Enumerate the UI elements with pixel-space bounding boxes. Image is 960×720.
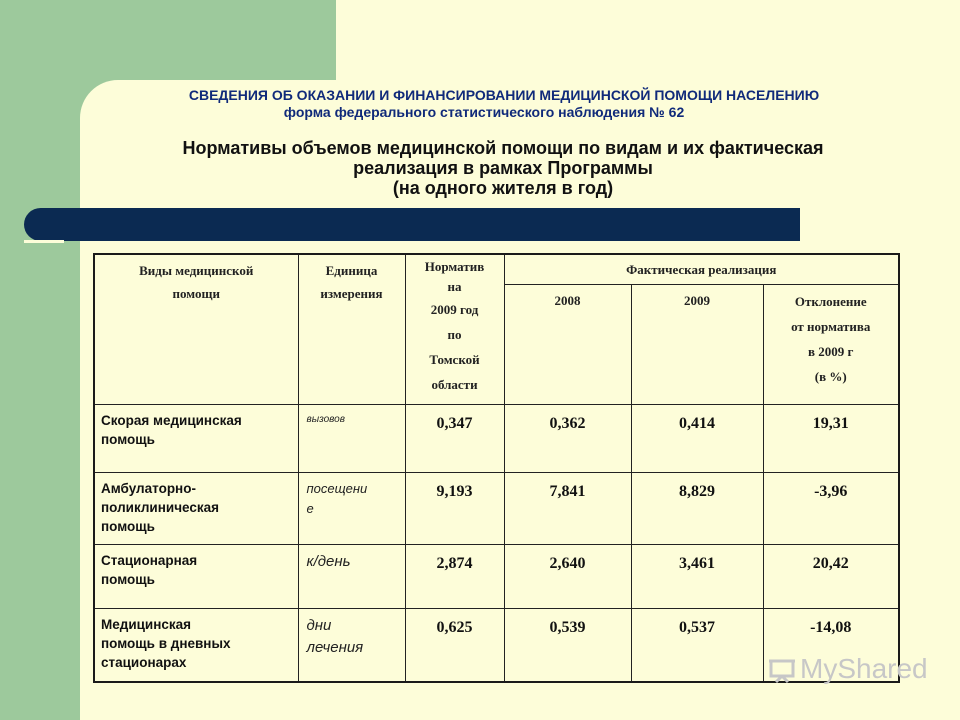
row-2009: 0,414 [631, 404, 763, 472]
watermark-logo: MyShared [800, 653, 928, 684]
header-2008: 2008 [504, 284, 631, 404]
header-fact: Фактическая реализация [504, 254, 899, 284]
row-2008: 2,640 [504, 544, 631, 608]
row-2008: 7,841 [504, 472, 631, 544]
presentation-icon [768, 657, 796, 683]
header-kind: Виды медицинской помощи [94, 254, 298, 404]
row-unit: дни лечения [298, 608, 405, 682]
table-row [94, 404, 899, 472]
title-line-1: Нормативы объемов медицинской помощи по видам и их фактическая [182, 138, 824, 158]
navy-divider-bar [24, 208, 800, 241]
header-deviation: Отклонение от норматива в 2009 г (в %) [763, 284, 899, 404]
data-table [93, 253, 900, 683]
row-kind: Скорая медицинская помощь [94, 404, 298, 472]
row-deviation: 19,31 [763, 404, 899, 472]
header-unit: Единица измерения [298, 254, 405, 404]
header-2009: 2009 [631, 284, 763, 404]
row-norm: 0,625 [405, 608, 504, 682]
row-kind: Медицинская помощь в дневных стационарах [94, 608, 298, 682]
row-2009: 0,537 [631, 608, 763, 682]
header-line-1: СВЕДЕНИЯ ОБ ОКАЗАНИИ И ФИНАНСИРОВАНИИ МЕДИЦИНСКОЙ ПОМОЩИ НАСЕЛЕНИЮ [188, 87, 820, 103]
row-unit: вызовов [298, 404, 405, 472]
header-norm: Норматив на 2009 год по Томской области [405, 254, 504, 404]
row-norm: 9,193 [405, 472, 504, 544]
row-norm: 0,347 [405, 404, 504, 472]
page-title [120, 138, 886, 198]
row-deviation: -3,96 [763, 472, 899, 544]
row-deviation: 20,42 [763, 544, 899, 608]
row-kind: Амбулаторно- поликлиническая помощь [94, 472, 298, 544]
row-kind: Стационарная помощь [94, 544, 298, 608]
title-line-2: реализация в рамках Программы [353, 158, 653, 178]
row-2009: 8,829 [631, 472, 763, 544]
table-row [94, 544, 899, 608]
row-norm: 2,874 [405, 544, 504, 608]
row-2009: 3,461 [631, 544, 763, 608]
header-line-2: форма федерального статистического наблюдения № 62 [283, 104, 685, 120]
row-deviation: -14,08 [763, 608, 899, 682]
table-row [94, 472, 899, 544]
row-unit: посещени е [298, 472, 405, 544]
row-2008: 0,539 [504, 608, 631, 682]
title-line-3: (на одного жителя в год) [392, 178, 614, 198]
row-2008: 0,362 [504, 404, 631, 472]
row-unit: к/день [298, 544, 405, 608]
navy-bar-notch [24, 240, 64, 243]
